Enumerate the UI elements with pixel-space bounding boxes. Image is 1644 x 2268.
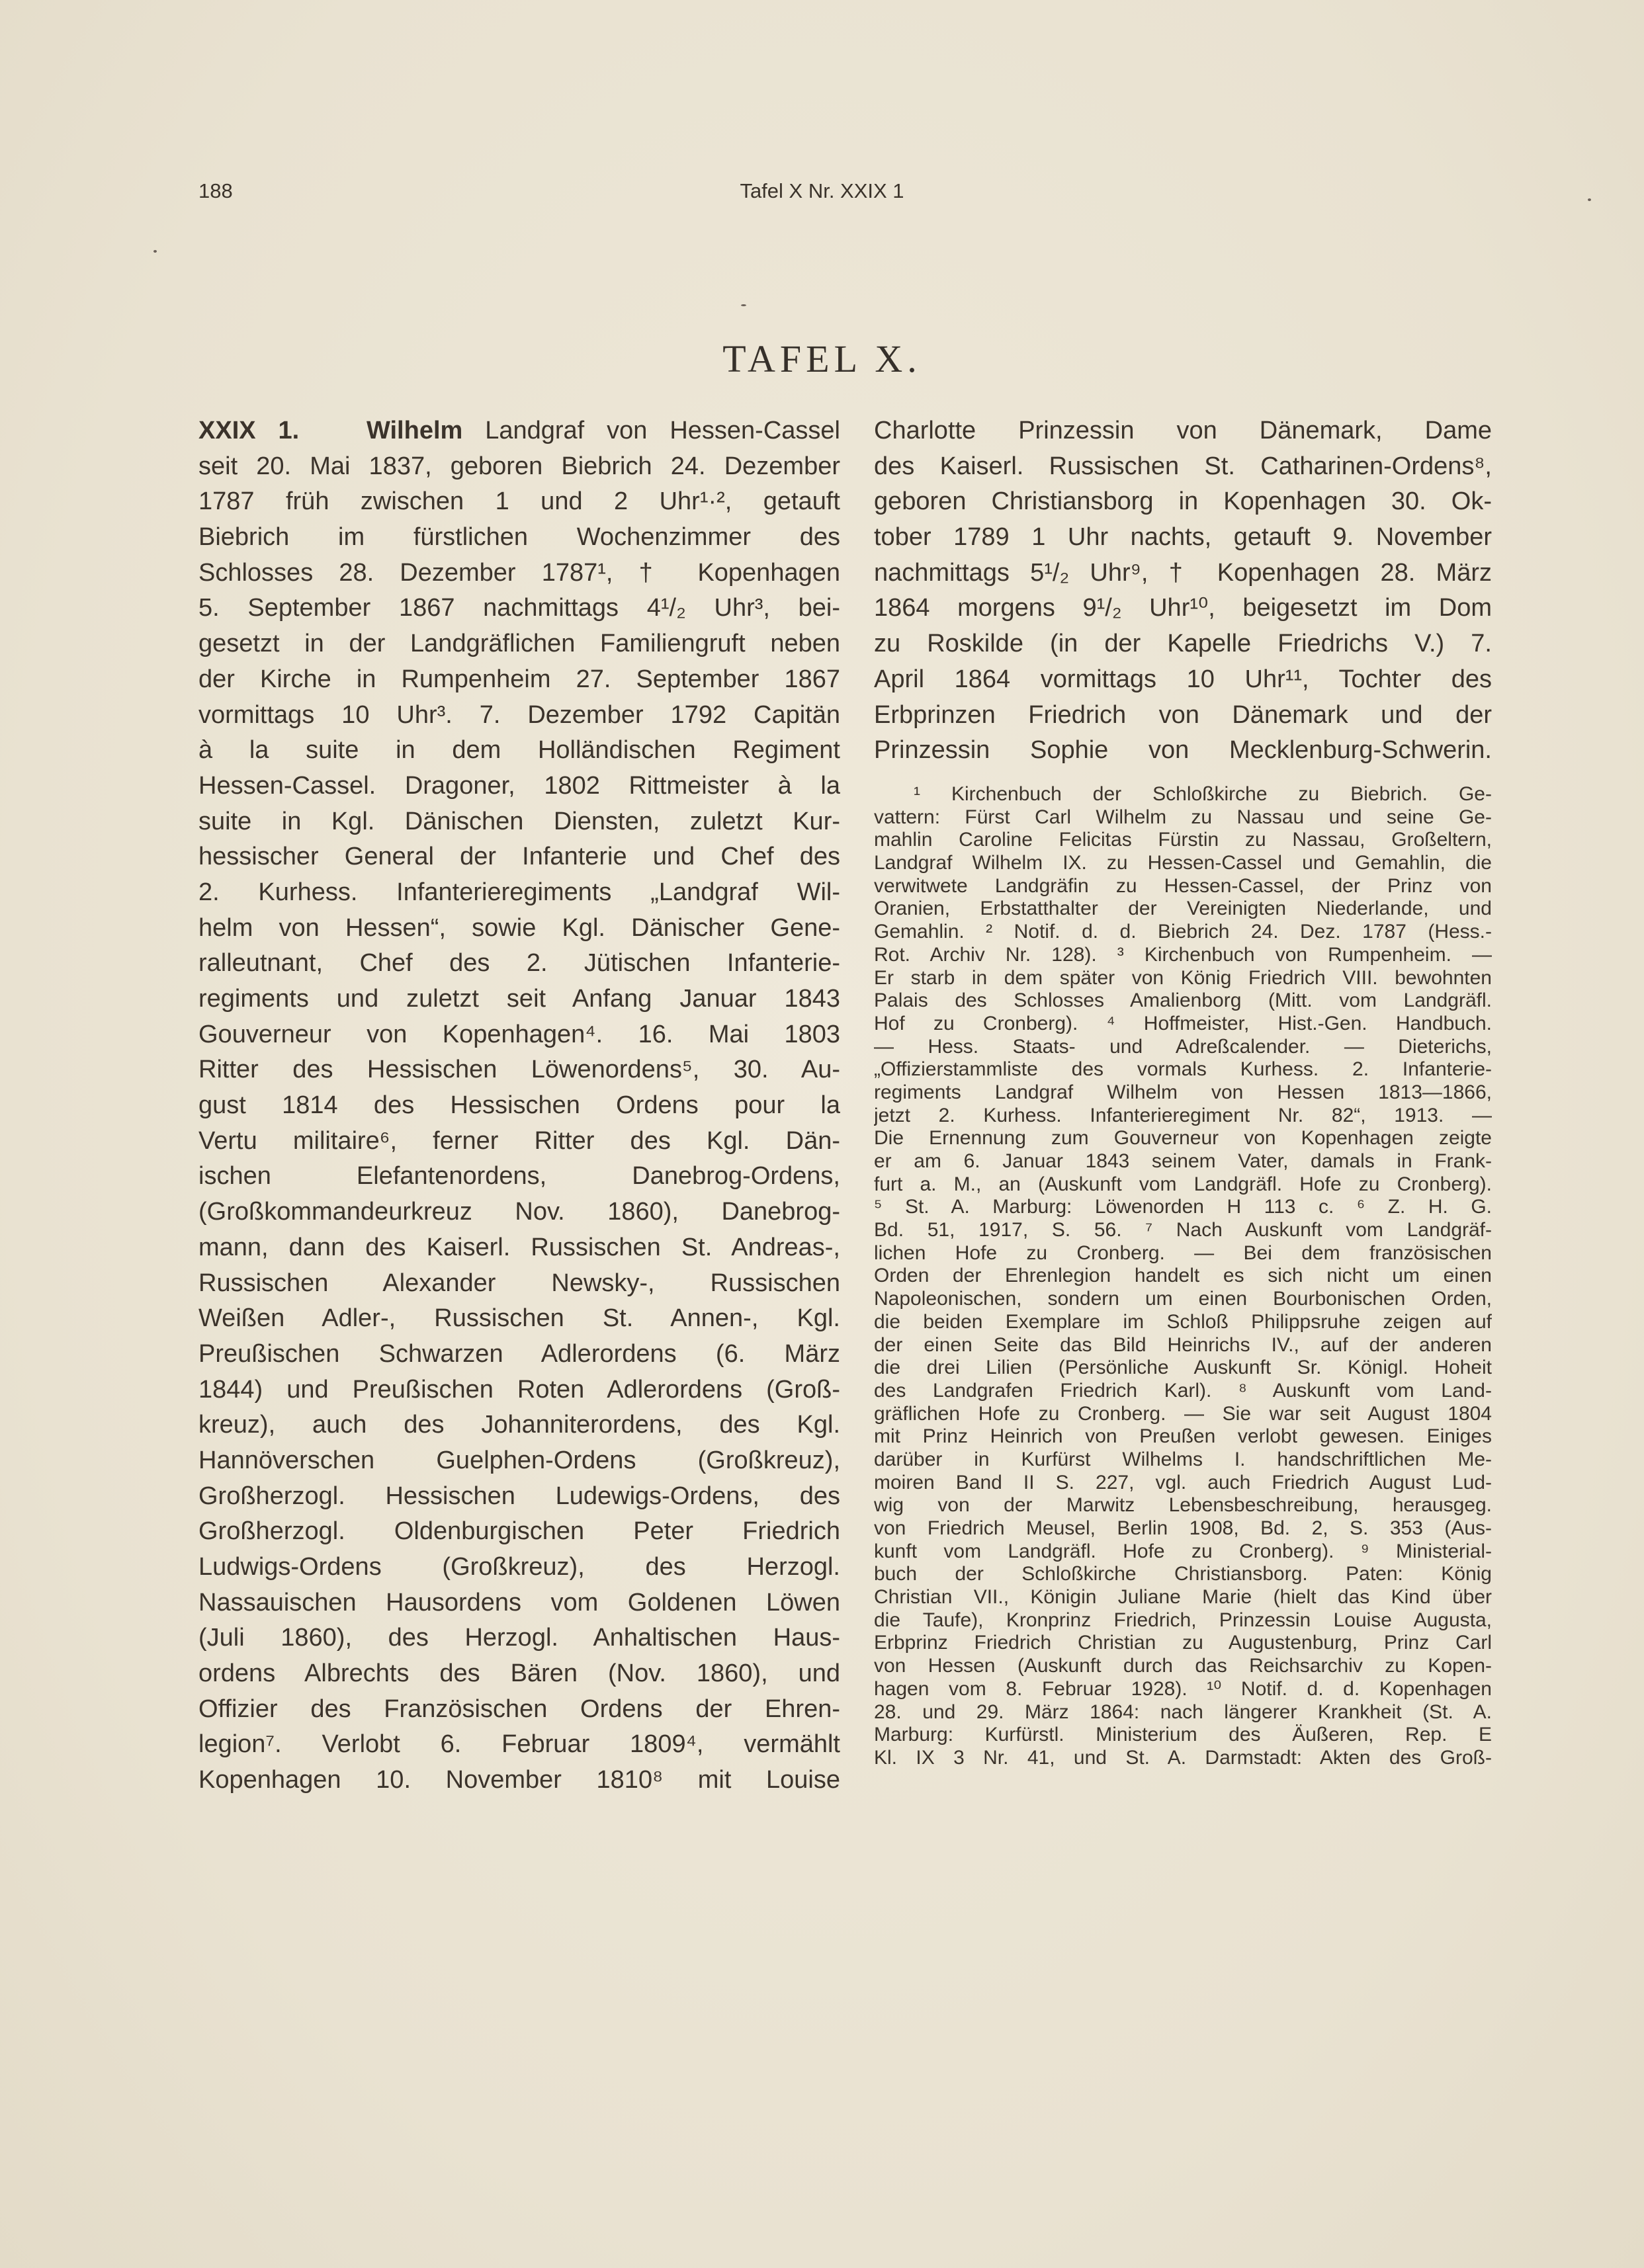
text-line: 5. September 1867 nachmittags 4¹/₂ Uhr³, bei- [198, 594, 840, 622]
text-line: à la suite in dem Holländischen Regiment [198, 736, 840, 765]
entry-first-line [198, 413, 840, 449]
footnote-line: mahlin Caroline Felicitas Fürstin zu Nassau, Großeltern, [874, 829, 1492, 851]
text-line: 1844) und Preußischen Roten Adlerordens (Groß- [198, 1375, 840, 1404]
footnote-line: „Offizierstammliste des vormals Kurhess. 2. Infanterie- [874, 1058, 1492, 1081]
text-line: regiments und zuletzt seit Anfang Januar 1843 [198, 985, 840, 1013]
footnote-line: regiments Landgraf Wilhelm von Hessen 1813—1866, [874, 1081, 1492, 1103]
text-line: nachmittags 5¹/₂ Uhr⁹, † Kopenhagen 28. März [874, 558, 1492, 587]
text-line: der Kirche in Rumpenheim 27. September 1867 [198, 665, 840, 693]
text-line: Erbprinzen Friedrich von Dänemark und der [874, 700, 1492, 729]
text-line: Nassauischen Hausordens vom Goldenen Löwen [198, 1588, 840, 1617]
footnote-line: kunft vom Landgräfl. Hofe zu Cronberg). ⁹ Ministerial- [874, 1540, 1492, 1562]
footnote-line: 28. und 29. März 1864: nach längerer Krankheit (St. A. [874, 1701, 1492, 1723]
text-line: zu Roskilde (in der Kapelle Friedrichs V.) 7. [874, 630, 1492, 658]
text-line: Biebrich im fürstlichen Wochenzimmer des [198, 523, 840, 552]
footnote-line: — Hess. Staats- und Adreßcalender. — Dieterichs, [874, 1035, 1492, 1058]
footnote-line: die Taufe), Kronprinz Friedrich, Prinzessin Louise Augusta, [874, 1609, 1492, 1631]
footnote-line: die beiden Exemplare im Schloß Philippsruhe zeigen auf [874, 1310, 1492, 1333]
footnote-line: verwitwete Landgräfin zu Hessen-Cassel, der Prinz von [874, 874, 1492, 897]
footnote-line: ¹ Kirchenbuch der Schloßkirche zu Biebrich. Ge- [914, 783, 1492, 805]
footnote-line: Oranien, Erbstatthalter der Vereinigten Niederlande, und [874, 898, 1492, 920]
paper-speck [1588, 198, 1591, 201]
footnote-line: Kl. IX 3 Nr. 41, und St. A. Darmstadt: Akten des Groß- [874, 1746, 1492, 1769]
footnote-line: Marburg: Kurfürstl. Ministerium des Äußeren, Rep. E [874, 1724, 1492, 1746]
footnote-line: Christian VII., Königin Juliane Marie (hielt das Kind über [874, 1586, 1492, 1609]
text-line: Schlosses 28. Dezember 1787¹, † Kopenhagen [198, 558, 840, 587]
footnote-line: er am 6. Januar 1843 seinem Vater, damals in Frank- [874, 1150, 1492, 1172]
footnote-line: Landgraf Wilhelm IX. zu Hessen-Cassel und Gemahlin, die [874, 852, 1492, 874]
footnote-line: Rot. Archiv Nr. 128). ³ Kirchenbuch von Rumpenheim. — [874, 943, 1492, 966]
footnote-line: furt a. M., an (Auskunft vom Landgräfl. Hofe zu Cronberg). [874, 1173, 1492, 1195]
footnote-line: vattern: Fürst Carl Wilhelm zu Nassau und seine Ge- [874, 806, 1492, 828]
text-line: kreuz), auch des Johanniterordens, des Kgl. [198, 1411, 840, 1439]
text-line: Gouverneur von Kopenhagen⁴. 16. Mai 1803 [198, 1020, 840, 1048]
footnote-line: Er starb in dem später von König Friedrich VIII. bewohnten [874, 966, 1492, 989]
text-line: (Juli 1860), des Herzogl. Anhaltischen Haus- [198, 1624, 840, 1652]
text-line: suite in Kgl. Dänischen Diensten, zuletzt Kur- [198, 807, 840, 835]
text-line: Prinzessin Sophie von Mecklenburg-Schwerin. [874, 736, 1492, 765]
text-line: seit 20. Mai 1837, geboren Biebrich 24. Dezember [198, 452, 840, 480]
text-line: Offizier des Französischen Ordens der Ehren- [198, 1695, 840, 1723]
text-line: Kopenhagen 10. November 1810⁸ mit Louise [198, 1766, 840, 1794]
footnotes [874, 783, 1492, 1770]
left-column [198, 413, 840, 1798]
running-head: Tafel X Nr. XXIX 1 [740, 179, 904, 202]
page-title: TAFEL X. [722, 337, 922, 380]
text-line: ordens Albrechts des Bären (Nov. 1860), und [198, 1659, 840, 1688]
text-line: hessischer General der Infanterie und Chef des [198, 843, 840, 871]
text-line: 1787 früh zwischen 1 und 2 Uhr¹·², getauft [198, 487, 840, 516]
text-line: Ritter des Hessischen Löwenordens⁵, 30. Au- [198, 1056, 840, 1084]
footnote-line: mit Prinz Heinrich von Preußen verlobt gewesen. Einiges [874, 1425, 1492, 1448]
text-line: Preußischen Schwarzen Adlerordens (6. März [198, 1339, 840, 1368]
entry-number: XXIX 1. [198, 417, 300, 444]
text-line: helm von Hessen“, sowie Kgl. Dänischer Gene- [198, 913, 840, 942]
text-line: legion⁷. Verlobt 6. Februar 1809⁴, vermählt [198, 1730, 840, 1759]
footnote-line: ⁵ St. A. Marburg: Löwenorden H 113 c. ⁶ Z. H. G. [874, 1196, 1492, 1218]
footnote-line: von Friedrich Meusel, Berlin 1908, Bd. 2, S. 353 (Aus- [874, 1517, 1492, 1539]
footnote-line: lichen Hofe zu Cronberg. — Bei dem französischen [874, 1241, 1492, 1264]
footnote-line: Napoleonischen, sondern um einen Bourbonischen Orden, [874, 1288, 1492, 1310]
footnote-line: moiren Band II S. 227, vgl. auch Friedrich August Lud- [874, 1471, 1492, 1493]
text-line: Großherzogl. Oldenburgischen Peter Friedrich [198, 1517, 840, 1546]
footnote-line: des Landgrafen Friedrich Karl). ⁸ Auskunft vom Land- [874, 1379, 1492, 1402]
footnote-line: jetzt 2. Kurhess. Infanterieregiment Nr. 82“, 1913. — [874, 1104, 1492, 1126]
footnote-line: gräflichen Hofe zu Cronberg. — Sie war seit August 1804 [874, 1402, 1492, 1425]
text-line: mann, dann des Kaiserl. Russischen St. Andreas-, [198, 1233, 840, 1261]
footnote-line: Orden der Ehrenlegion handelt es sich nicht um einen [874, 1265, 1492, 1287]
footnote-line: Bd. 51, 1917, S. 56. ⁷ Nach Auskunft vom Landgräf- [874, 1219, 1492, 1241]
text-line: gesetzt in der Landgräflichen Familiengruft neben [198, 630, 840, 658]
footnote-line: darüber in Kurfürst Wilhelms I. handschriftlichen Me- [874, 1448, 1492, 1470]
text-line: April 1864 vormittags 10 Uhr¹¹, Tochter des [874, 665, 1492, 693]
text-line: gust 1814 des Hessischen Ordens pour la [198, 1091, 840, 1120]
text-line: 2. Kurhess. Infanterieregiments „Landgraf Wil- [198, 878, 840, 906]
footnote-line: Hof zu Cronberg). ⁴ Hoffmeister, Hist.-Gen. Handbuch. [874, 1012, 1492, 1034]
text-line: tober 1789 1 Uhr nachts, getauft 9. November [874, 523, 1492, 552]
text-line: ischen Elefantenordens, Danebrog-Ordens, [198, 1162, 840, 1191]
footnote-line: die drei Lilien (Persönliche Auskunft Sr. Königl. Hoheit [874, 1357, 1492, 1379]
footnote-line: von Hessen (Auskunft durch das Reichsarchiv zu Kopen- [874, 1655, 1492, 1677]
footnote-line: Die Ernennung zum Gouverneur von Kopenhagen zeigte [874, 1127, 1492, 1150]
footnote-line: Palais des Schlosses Amalienborg (Mitt. vom Landgräfl. [874, 989, 1492, 1012]
entry-name: Wilhelm [366, 417, 463, 444]
text-line: vormittags 10 Uhr³. 7. Dezember 1792 Capitän [198, 700, 840, 729]
text-line: Großherzogl. Hessischen Ludewigs-Ordens, des [198, 1482, 840, 1510]
text-line: Ludwigs-Ordens (Großkreuz), des Herzogl. [198, 1553, 840, 1581]
page-number: 188 [198, 179, 233, 202]
footnote-line: der einen Seite das Bild Heinrichs IV., auf der anderen [874, 1333, 1492, 1356]
text-line: (Großkommandeurkreuz Nov. 1860), Danebrog- [198, 1198, 840, 1226]
text-line: Weißen Adler-, Russischen St. Annen-, Kgl. [198, 1304, 840, 1333]
text-line: Charlotte Prinzessin von Dänemark, Dame [874, 417, 1492, 444]
text-line: Russischen Alexander Newsky-, Russischen [198, 1269, 840, 1297]
text-line: geboren Christiansborg in Kopenhagen 30. Ok- [874, 487, 1492, 516]
footnote-line: hagen vom 8. Februar 1928). ¹⁰ Notif. d. d. Kopenhagen [874, 1677, 1492, 1700]
footnote-line: buch der Schloßkirche Christiansborg. Paten: König [874, 1563, 1492, 1585]
paper-speck [741, 304, 746, 306]
right-column [874, 413, 1492, 769]
text-line: Hannöverschen Guelphen-Ordens (Großkreuz), [198, 1446, 840, 1474]
paper-speck [153, 250, 157, 253]
text-line: 1864 morgens 9¹/₂ Uhr¹⁰, beigesetzt im Dom [874, 594, 1492, 622]
entry-first-line-text: Landgraf von Hessen-Cassel [485, 417, 840, 444]
text-line: Hessen-Cassel. Dragoner, 1802 Rittmeister à la [198, 771, 840, 800]
text-line: des Kaiserl. Russischen St. Catharinen-Ordens⁸, [874, 452, 1492, 480]
text-line: Vertu militaire⁶, ferner Ritter des Kgl. Dän- [198, 1126, 840, 1155]
footnote-line: Gemahlin. ² Notif. d. d. Biebrich 24. Dez. 1787 (Hess.- [874, 921, 1492, 943]
footnote-line: wig von der Marwitz Lebensbeschreibung, herausgeg. [874, 1494, 1492, 1517]
text-line: ralleutnant, Chef des 2. Jütischen Infanterie- [198, 949, 840, 978]
footnote-line: Erbprinz Friedrich Christian zu Augustenburg, Prinz Carl [874, 1632, 1492, 1654]
